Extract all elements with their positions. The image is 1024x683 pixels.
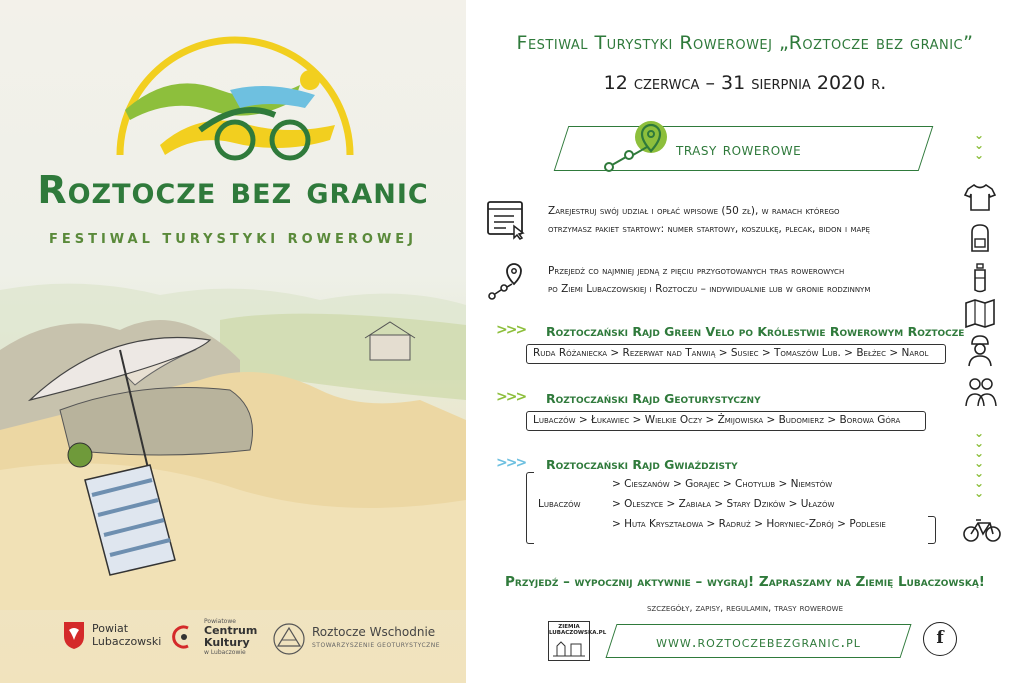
ziemia-label: ZIEMIA LUBACZOWSKA.PL — [549, 624, 607, 636]
sponsor-rw-line2: STOWARZYSZENIE GEOTURYSTYCZNE — [312, 642, 441, 649]
sponsor-rw-line1: Roztocze Wschodnie — [312, 625, 436, 639]
route-1-path: Ruda Różaniecka > Rezerwat nad Tanwią > Susiec > Tomaszów Lub. > Bełżec > Narol — [526, 344, 946, 364]
facebook-icon[interactable]: f — [923, 622, 957, 656]
star-line-1: > Cieszanów > Gorajec > Chotylub > Niemstów — [612, 478, 833, 490]
beach-scene-illustration — [0, 250, 466, 610]
festival-title: Festiwal Turystyki Rowerowej „Roztocze bez granic” — [516, 32, 974, 54]
geotourism-logo-icon — [272, 622, 306, 656]
sponsor-centrum-kultury[interactable] — [170, 618, 257, 656]
step-register-line2: otrzymasz pakiet startowy: numer startowy, koszulkę, plecak, bidon i mapę — [548, 223, 870, 235]
culture-center-logo-icon — [170, 623, 198, 651]
castle-icon — [551, 636, 587, 658]
slogan: Przyjedź – wypocznij aktywnie – wygraj! Zapraszamy na Ziemię Lubaczowską! — [505, 574, 985, 590]
star-line-2: > Oleszyce > Zabiała > Stary Dzików > Ułazów — [612, 498, 835, 510]
sponsor-pck-post: w Lubaczowie — [204, 649, 246, 656]
star-line-3: > Huta Kryształowa > Radruż > Horyniec-Zdrój > Podlesie — [612, 518, 886, 530]
step-ride-line1: Przejedź co najmniej jedną z pięciu przygotowanych tras rowerowych — [548, 265, 845, 277]
route-2-title[interactable]: Roztoczański Rajd Geoturystyczny — [546, 391, 761, 406]
step-register — [548, 202, 870, 238]
star-bracket-left — [526, 472, 534, 544]
route-1-arrows: >>> — [496, 322, 526, 338]
festival-dates: 12 czerwca – 31 sierpnia 2020 r. — [603, 72, 887, 94]
sponsor-powiat[interactable] — [62, 620, 161, 650]
poster-panel — [0, 0, 466, 683]
sponsor-pck-pre: Powiatowe — [204, 618, 236, 625]
family-icon — [964, 374, 998, 408]
tshirt-icon — [964, 182, 996, 212]
route-3-title[interactable]: Roztoczański Rajd Gwiaździsty — [546, 457, 738, 472]
website-link[interactable]: www.roztoczebezgranic.pl — [656, 633, 861, 651]
ziemia-lubaczowska-logo[interactable] — [548, 621, 607, 661]
step-ride-line2: po Ziemi Lubaczowskiej i Roztoczu – indywidualnie lub w gronie rodzinnym — [548, 283, 871, 295]
cyclist-person-icon — [964, 332, 996, 368]
step-register-line1: Zarejestruj swój udział i opłać wpisowe (50 zł), w ramach którego — [548, 205, 840, 217]
backpack-icon — [964, 222, 996, 254]
route-2-arrows: >>> — [496, 389, 526, 405]
route-3-arrows: >>> — [496, 455, 526, 471]
details-line: szczegóły, zapisy, regulamin, trasy rowerowe — [646, 603, 844, 614]
star-origin: Lubaczów — [538, 498, 581, 510]
chevron-down-icon: ⌄ ⌄ ⌄ ⌄ ⌄ ⌄ ⌄ — [974, 426, 985, 500]
route-map-icon — [486, 262, 528, 302]
route-1-title[interactable]: Roztoczański Rajd Green Velo po Królestwie Rowerowym Roztocze — [546, 324, 965, 339]
step-ride — [548, 262, 870, 298]
bicycle-icon — [962, 515, 1002, 543]
map-icon — [964, 298, 996, 328]
brand-title: Roztocze bez granic — [37, 168, 429, 212]
route-2-path: Lubaczów > Łukawiec > Wielkie Oczy > Żmijowiska > Budomierz > Borowa Góra — [526, 411, 926, 431]
coat-of-arms-icon — [62, 620, 86, 650]
chevron-down-icon: ⌄ ⌄ ⌄ — [974, 128, 985, 162]
brand-subtitle: FESTIWAL TURYSTYKI ROWEROWEJ — [48, 232, 418, 247]
sponsor-pck-big1: Centrum — [204, 624, 258, 637]
route-pin-icon — [601, 117, 671, 179]
info-panel — [466, 0, 1024, 683]
registration-form-icon — [486, 200, 528, 240]
bottle-icon — [964, 262, 996, 294]
sponsor-pck-big2: Kultury — [204, 636, 250, 649]
festival-logo — [100, 30, 370, 170]
sponsor-powiat-line2: Lubaczowski — [92, 635, 162, 648]
sponsor-powiat-line1: Powiat — [92, 622, 129, 635]
star-bracket-right — [928, 516, 936, 544]
section-label: trasy rowerowe — [676, 140, 802, 160]
star-rally-routes — [526, 472, 926, 544]
sponsor-roztocze-wschodnie[interactable] — [272, 622, 440, 656]
